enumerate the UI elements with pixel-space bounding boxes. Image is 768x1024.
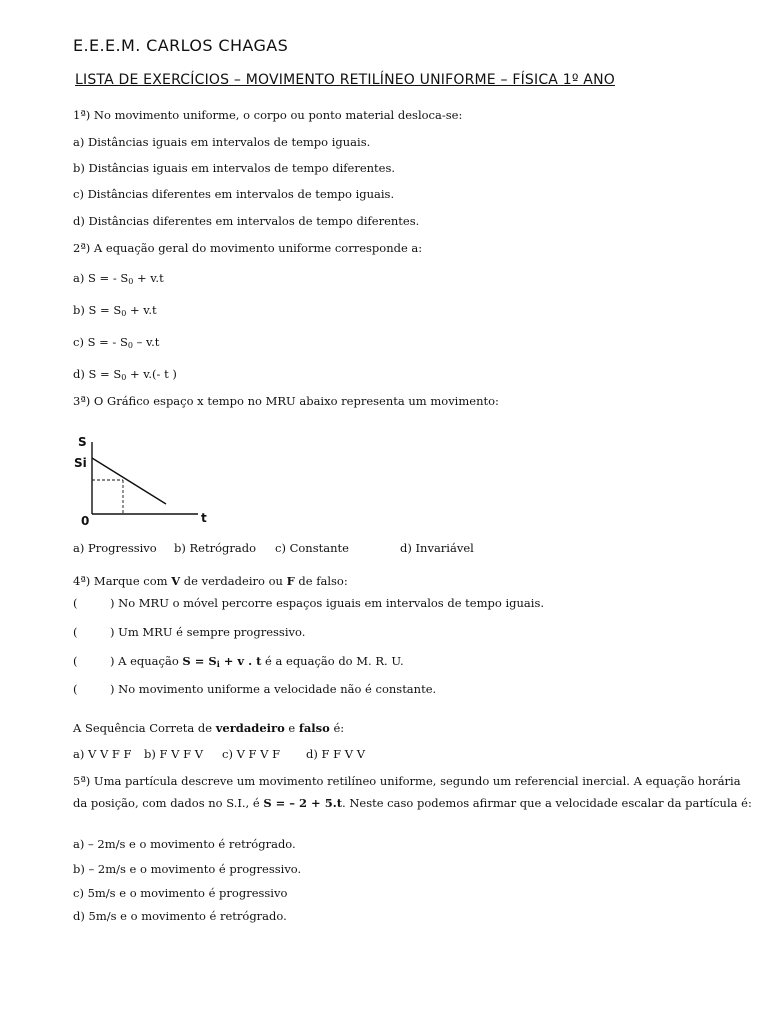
q5-option-a: a) – 2m/s e o movimento é retrógrado. (73, 837, 296, 851)
q4-item-4: ( ) No movimento uniforme a velocidade não é constante. (73, 682, 437, 696)
q1-option-b: b) Distâncias iguais em intervalos de tempo diferentes. (73, 161, 396, 175)
q1-option-d: d) Distâncias diferentes em intervalos de tempo diferentes. (73, 214, 420, 228)
graph-initial-position-label: Si (74, 456, 87, 470)
worksheet-title: LISTA DE EXERCÍCIOS – MOVIMENTO RETILÍNEO UNIFORME – FÍSICA 1º ANO (75, 72, 615, 88)
q4-item-1: ( ) No MRU o móvel percorre espaços iguais em intervalos de tempo iguais. (73, 596, 544, 610)
q2-option-d: d) $S = S_0 + v.(-$ t ) (73, 367, 177, 382)
q4-option-c: c) V F V F (222, 747, 281, 761)
q5-option-d: d) 5m/s e o movimento é retrógrado. (73, 909, 287, 923)
q5-stem-line-1: 5ª) Uma partícula descreve um movimento retilíneo uniforme, segundo um referencial inercial. A equação horária (73, 774, 741, 788)
q3-option-c: c) Constante (275, 541, 349, 555)
q4-option-b: b) F V F V (144, 747, 204, 761)
graph-y-axis-label: S (78, 435, 87, 449)
q3-stem: 3ª) O Gráfico espaço x tempo no MRU abaixo representa um movimento: (73, 394, 499, 408)
q3-option-b: b) Retrógrado (174, 541, 257, 555)
q1-stem: 1ª) No movimento uniforme, o corpo ou ponto material desloca-se: (73, 108, 463, 122)
q1-option-a: a) Distâncias iguais em intervalos de tempo iguais. (73, 135, 371, 149)
q3-options (73, 541, 474, 555)
graph-origin-label: 0 (81, 514, 90, 528)
q3-option-a: a) Progressivo (73, 541, 157, 555)
q5-option-c: c) 5m/s e o movimento é progressivo (73, 886, 288, 900)
school-name: E.E.E.M. CARLOS CHAGAS (73, 36, 289, 55)
q2-stem: 2ª) A equação geral do movimento uniforme corresponde a: (73, 241, 423, 255)
q2-option-a: a) S = - $S_0 + v.t$ (73, 271, 164, 286)
position-time-graph (70, 432, 220, 532)
q4-option-d: d) F F V V (306, 747, 366, 761)
q4-options (73, 747, 365, 761)
q2-option-c: c) S = - $S_0 - v.t$ (73, 335, 160, 350)
q4-item-3: ( ) A equação $S = S_i + v$ . t é a equação do M. R. U. (73, 654, 404, 669)
q4-item-2: ( ) Um MRU é sempre progressivo. (73, 625, 306, 639)
q5-stem-line-2: da posição, com dados no S.I., é S = – 2 + 5.t. Neste caso podemos afirmar que a velocidade escalar da partícula é: (73, 796, 752, 810)
q4-sequence-prompt: A Sequência Correta de verdadeiro e falso é: (73, 721, 345, 735)
q5-option-b: b) – 2m/s e o movimento é progressivo. (73, 862, 302, 876)
q3-option-d: d) Invariável (400, 541, 474, 555)
graph-position-line (92, 458, 166, 504)
q1-option-c: c) Distâncias diferentes em intervalos de tempo iguais. (73, 187, 395, 201)
q2-option-b: b) $S = S_0 + v.t$ (73, 303, 157, 318)
graph-x-axis-label: t (201, 511, 207, 525)
q4-stem: 4ª) Marque com V de verdadeiro ou F de falso: (73, 574, 348, 588)
q4-option-a: a) V V F F (73, 747, 132, 761)
